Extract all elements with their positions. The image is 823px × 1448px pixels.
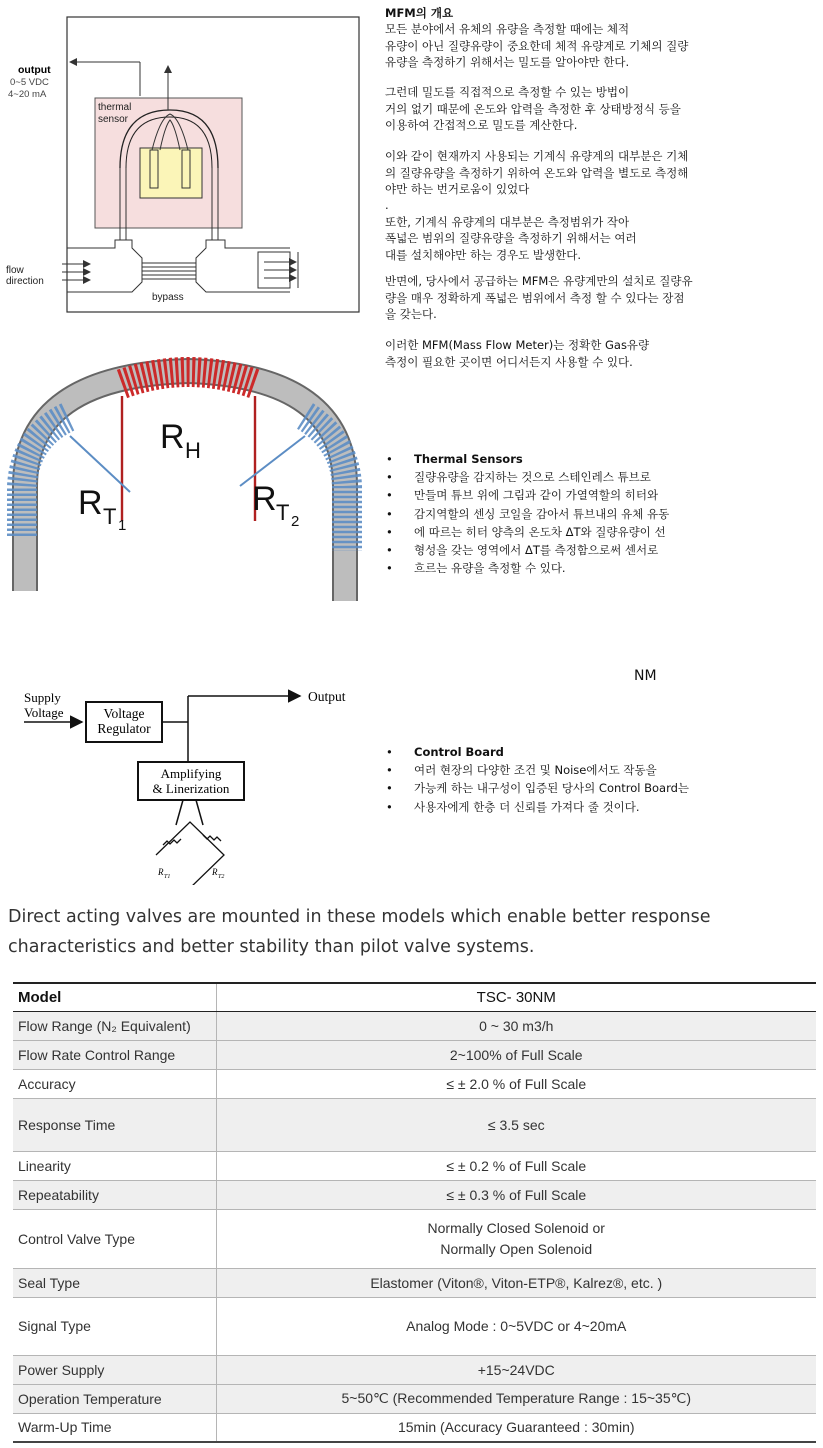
rt2-label: R: [212, 867, 218, 877]
table-row: [13, 1011, 816, 1040]
spec-value: ≤ ± 0.2 % of Full Scale: [216, 1151, 816, 1180]
rt1-subscript: T: [103, 504, 117, 529]
output-spec-ma: 4~20 mA: [8, 89, 47, 100]
intro-paragraph: Direct acting valves are mounted in these models which enable better response characteristics and better stability than pilot valve systems.: [8, 907, 711, 957]
spec-value: ≤ 3.5 sec: [216, 1098, 816, 1151]
spec-value: Elastomer (Viton®, Viton-ETP®, Kalrez®, etc. ): [216, 1268, 816, 1297]
control-board-list: • Control Board • 여러 현장의 다양한 조건 및 Noise에서도 작동을 • 가능케 하는 내구성이 입증된 당사의 Control Board는 • 사용자에게 한층 더 신뢰를 가져다 줄 것이다.: [383, 743, 689, 816]
spec-key: Control Valve Type: [13, 1209, 216, 1268]
table-row: [13, 1355, 816, 1384]
table-row: [13, 1180, 816, 1209]
spec-value: 2~100% of Full Scale: [216, 1040, 816, 1069]
control-board-diagram: [0, 680, 370, 885]
table-row: [13, 1069, 816, 1098]
spec-value-line2: Normally Open Solenoid: [440, 1240, 593, 1257]
control-board-heading: Control Board: [414, 745, 504, 759]
voltage-regulator-line1: Voltage: [103, 706, 145, 721]
voltage-label: Voltage: [24, 705, 64, 720]
spec-key: Flow Range (N₂ Equivalent): [13, 1011, 216, 1040]
table-row: [13, 1268, 816, 1297]
spec-key: Accuracy: [13, 1069, 216, 1098]
spec-value: +15~24VDC: [216, 1355, 816, 1384]
spec-key: Operation Temperature: [13, 1384, 216, 1413]
amplifying-line2: & Linerization: [152, 781, 230, 796]
table-row: [13, 1151, 816, 1180]
spec-table: [13, 982, 816, 1443]
list-item: 흐르는 유량을 측정할 수 있다.: [414, 561, 566, 576]
spec-key: Seal Type: [13, 1268, 216, 1297]
spec-value: Analog Mode : 0~5VDC or 4~20mA: [216, 1297, 816, 1355]
list-item: 형성을 갖는 영역에서 ΔT를 측정함으로써 센서로: [414, 543, 659, 558]
list-item: 가능케 하는 내구성이 입증된 당사의 Control Board는: [414, 781, 690, 796]
output-label: Output: [308, 689, 346, 704]
table-row: [13, 983, 816, 1011]
spec-key: Power Supply: [13, 1355, 216, 1384]
mfm-paragraph-4: . 또한, 기계식 유량계의 대부분은 측정범위가 작아 폭넓은 범위의 질량유량을 측정하기 위해서는 여러 대를 설치해야만 하는 경우도 발생한다.: [385, 198, 637, 262]
list-item: 질량유량을 감지하는 것으로 스테인레스 튜브로: [414, 470, 651, 485]
thermal-sensor-diagram: [0, 336, 385, 632]
spec-value-line1: Normally Closed Solenoid or: [427, 1219, 605, 1236]
amplifying-line1: Amplifying: [160, 766, 222, 781]
spec-key: Linearity: [13, 1151, 216, 1180]
spec-key: Model: [13, 983, 216, 1011]
mfm-paragraph-6: 이러한 MFM(Mass Flow Meter)는 정확한 Gas유량 측정이 필요한 곳이면 어디서든지 사용할 수 있다.: [385, 338, 650, 369]
list-item: 여러 현장의 다양한 조건 및 Noise에서도 작동을: [414, 763, 657, 778]
voltage-regulator-line2: Regulator: [97, 721, 151, 736]
spec-value: 0 ~ 30 m3/h: [216, 1011, 816, 1040]
rt1-number: 1: [118, 517, 127, 534]
spec-key: Warm-Up Time: [13, 1413, 216, 1442]
mfm-paragraph-1: 모든 분야에서 유체의 유량을 측정할 때에는 체적 유량이 아닌 질량유량이 중요한데 체적 유량계로 기체의 질량 유량을 측정하기 위해서는 밀도를 알아야만 한다.: [385, 22, 689, 69]
table-row: [13, 1384, 816, 1413]
nm-label: NM: [634, 668, 657, 684]
table-row: [13, 1098, 816, 1151]
rt1-subscript: T1: [164, 874, 171, 880]
spec-key: Flow Rate Control Range: [13, 1040, 216, 1069]
flow-label: flow: [6, 265, 24, 276]
mfm-schematic-diagram: [0, 0, 380, 336]
list-item: 에 따르는 히터 양측의 온도차 ΔT와 질량유량이 선: [414, 524, 666, 539]
mfm-paragraph-3: 이와 같이 현재까지 사용되는 기계식 유량계의 대부분은 기체 의 질량유량을 측정하기 위하여 온도와 압력을 별도로 측정해 야만 하는 번거로움이 있었다: [385, 149, 689, 196]
spec-value: TSC- 30NM: [216, 983, 816, 1011]
list-item: 감지역할의 센싱 코일을 감아서 튜브내의 유체 유동: [414, 506, 670, 521]
mfm-paragraph-2: 그런데 밀도를 직접적으로 측정할 수 있는 방법이 거의 없기 때문에 온도와 압력을 측정한 후 상태방정식 등을 이용하여 간접적으로 밀도를 계산한다.: [385, 85, 681, 132]
table-row: [13, 1209, 816, 1268]
thermal-sensors-heading: Thermal Sensors: [414, 452, 523, 466]
output-label: output: [18, 64, 51, 76]
spec-value: ≤ ± 0.3 % of Full Scale: [216, 1180, 816, 1209]
list-item: 만들며 튜브 위에 그림과 같이 가열역할의 히터와: [414, 488, 659, 503]
spec-key: Response Time: [13, 1098, 216, 1151]
mfm-title: MFM의 개요: [385, 6, 454, 20]
rh-label: R: [160, 418, 185, 456]
table-row: [13, 1040, 816, 1069]
table-row: [13, 1413, 816, 1442]
sensor-label: sensor: [98, 114, 129, 125]
output-spec-vdc: 0~5 VDC: [10, 77, 49, 88]
spec-value: ≤ ± 2.0 % of Full Scale: [216, 1069, 816, 1098]
rt2-subscript: T2: [218, 874, 225, 880]
rh-subscript: H: [185, 438, 201, 463]
spec-value: 5~50℃ (Recommended Temperature Range : 15~35℃): [216, 1384, 816, 1413]
mfm-paragraph-5: 반면에, 당사에서 공급하는 MFM은 유량계만의 설치로 질량유 량을 매우 정확하게 폭넓은 범위에서 측정 할 수 있다는 장점 을 갖는다.: [385, 274, 693, 321]
thermal-sensors-list: • Thermal Sensors • 질량유량을 감지하는 것으로 스테인레스 튜브로 • 만들며 튜브 위에 그림과 같이 가열역할의 히터와 • 감지역할의 센싱 코일을 감아서 튜브내의 유체 유동 • 에 따르는 히터 양측의 온도차 ΔT와 질량유량이 선 • 형성을 갖는 영역에서 ΔT를 측정함으로써 센서로 • 흐르는 유량을 측정할 수 있다.: [383, 450, 669, 577]
rt2-subscript: T: [276, 500, 290, 525]
thermal-label: thermal: [98, 102, 132, 113]
rt1-label: R: [158, 867, 164, 877]
spec-key: Signal Type: [13, 1297, 216, 1355]
spec-key: Repeatability: [13, 1180, 216, 1209]
spec-value: [216, 1209, 816, 1268]
rt1-label: R: [78, 484, 103, 522]
direction-label: direction: [6, 276, 44, 287]
spec-value: 15min (Accuracy Guaranteed : 30min): [216, 1413, 816, 1442]
bypass-label: bypass: [152, 292, 184, 303]
supply-label: Supply: [24, 690, 61, 705]
rt2-number: 2: [291, 513, 300, 530]
table-row: [13, 1297, 816, 1355]
list-item: 사용자에게 한층 더 신뢰를 가져다 줄 것이다.: [414, 799, 640, 814]
rt2-label: R: [252, 480, 277, 518]
